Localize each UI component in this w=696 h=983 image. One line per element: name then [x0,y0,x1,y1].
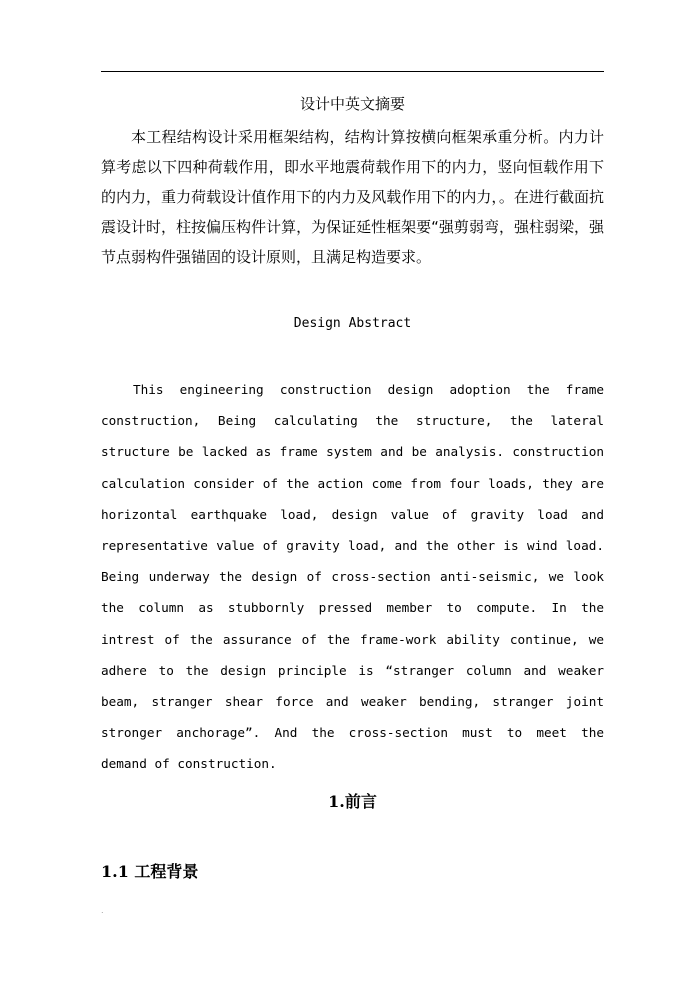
english-abstract-title: Design Abstract [293,316,412,331]
english-abstract-body: This engineering construction design adoption the frame construction, Being calculating the structure, the lateral structure be lacked as frame system and be analysis. construction calculation consider of the action come from four loads, they are horizontal earthquake load, design value of gravity load and representative value of gravity load, and the other is wind load. Being underway the design of cross-section anti-seismic, we look the column as stubbornly pressed member to compute. In the intrest of the assurance of the frame-work ability continue, we adhere to the design principle is “stranger column and weaker beam, stranger shear force and weaker bending, stranger joint stronger anchorage”. And the cross-section must to meet the demand of construction. [101,382,604,772]
header-rule [101,71,604,72]
section-heading: 1.前言 [328,792,377,811]
chinese-abstract-title: 设计中英文摘要 [299,95,405,113]
subsection-heading: 1.1 工程背景 [101,862,199,881]
footer-mark: . [101,906,104,915]
chinese-abstract-body: 本工程结构设计采用框架结构，结构计算按横向框架承重分析。内力计算考虑以下四种荷载作用，即水平地震荷载作用下的内力，竖向恒载作用下的内力，重力荷载设计值作用下的内力及风载作用下的内力，。在进行截面抗震设计时，柱按偏压构件计算，为保证延性框架要“强剪弱弯，强柱弱梁，强节点弱构件强锚固的设计原则，且满足构造要求。 [101,128,604,266]
